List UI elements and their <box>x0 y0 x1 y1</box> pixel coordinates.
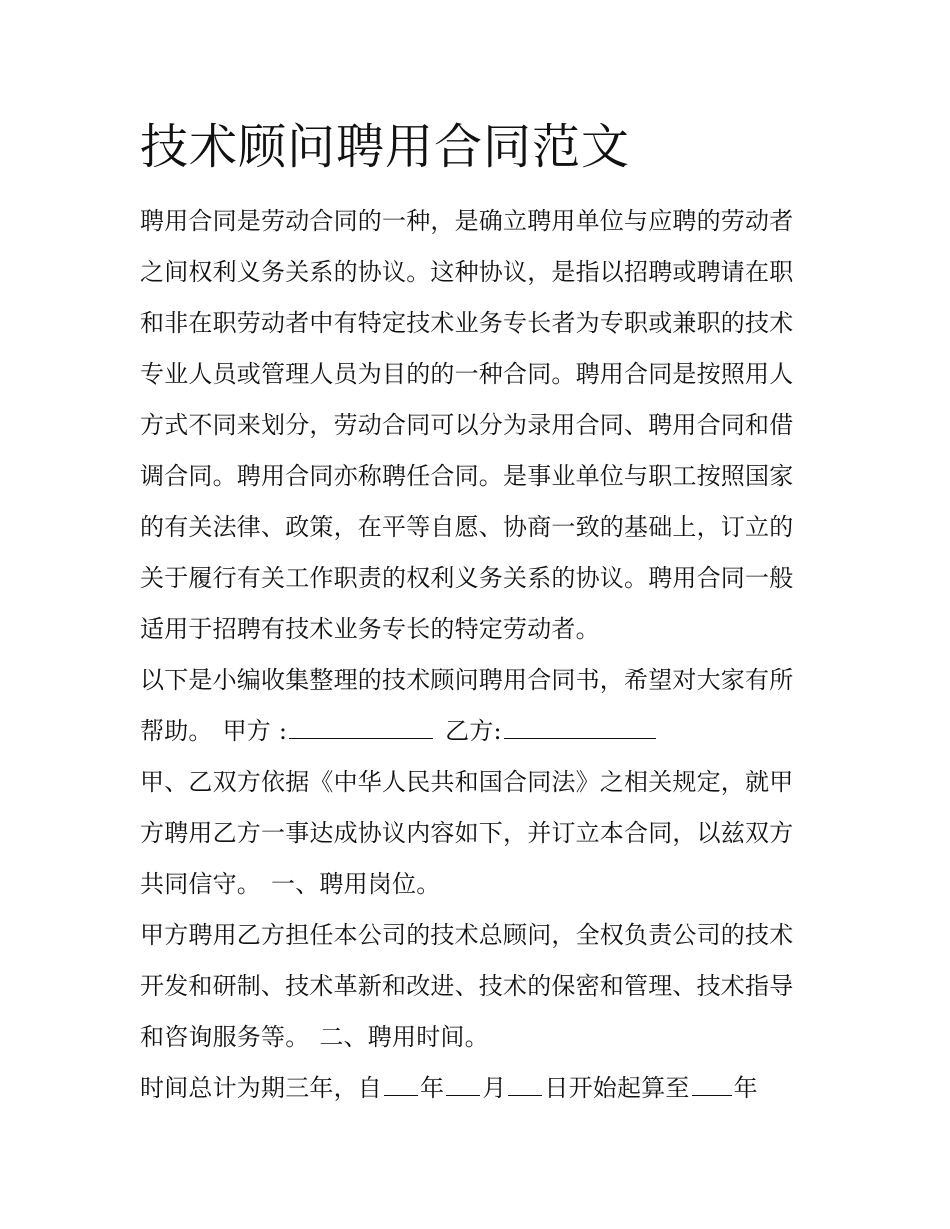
paragraph-line: 适用于招聘有技术业务专长的特定劳动者。 <box>140 615 600 643</box>
paragraph-line <box>140 859 820 910</box>
time-prefix: 时间总计为期三年，自 <box>140 1074 382 1102</box>
paragraph-text: 帮助。 <box>140 717 213 745</box>
day-label: 日开始起算至 <box>544 1074 690 1102</box>
section-heading: 二、聘用时间。 <box>319 1023 489 1051</box>
paragraph-line: 方式不同来划分，劳动合同可以分为录用合同、聘用合同和借 <box>140 411 794 439</box>
document-body <box>140 196 820 1114</box>
end-year-blank <box>692 1094 732 1096</box>
month-label: 月 <box>482 1074 507 1102</box>
start-day-blank <box>508 1094 542 1096</box>
paragraph-line: 的有关法律、政策，在平等自愿、协商一致的基础上，订立的 <box>140 513 794 541</box>
paragraph-line: 聘用合同是劳动合同的一种，是确立聘用单位与应聘的劳动者 <box>140 207 794 235</box>
year-label: 年 <box>420 1074 445 1102</box>
party-a-blank <box>289 737 433 739</box>
paragraph-line: 之间权利义务关系的协议。这种协议，是指以招聘或聘请在职 <box>140 258 794 286</box>
page-title: 技术顾问聘用合同范文 <box>140 119 631 175</box>
end-year-label: 年 <box>733 1074 758 1102</box>
paragraph-line: 和非在职劳动者中有特定技术业务专长者为专职或兼职的技术 <box>140 309 794 337</box>
party-line <box>140 706 820 757</box>
paragraph-line: 调合同。聘用合同亦称聘任合同。是事业单位与职工按照国家 <box>140 462 794 490</box>
paragraph-text: 和咨询服务等。 <box>140 1023 310 1051</box>
start-month-blank <box>446 1094 480 1096</box>
paragraph-line: 开发和研制、技术革新和改进、技术的保密和管理、技术指导 <box>140 972 794 1000</box>
paragraph-line: 甲方聘用乙方担任本公司的技术总顾问，全权负责公司的技术 <box>140 921 794 949</box>
paragraph-line: 甲、乙双方依据《中华人民共和国合同法》之相关规定，就甲 <box>140 768 794 796</box>
party-a-label: 甲方 : <box>222 717 288 745</box>
paragraph-line: 关于履行有关工作职责的权利义务关系的协议。聘用合同一般 <box>140 564 794 592</box>
time-line <box>140 1063 820 1114</box>
party-b-blank <box>504 737 656 739</box>
paragraph-line: 专业人员或管理人员为目的的一种合同。聘用合同是按照用人 <box>140 360 794 388</box>
paragraph-line: 方聘用乙方一事达成协议内容如下，并订立本合同，以兹双方 <box>140 819 794 847</box>
paragraph-text: 共同信守。 <box>140 870 261 898</box>
section-heading: 一、聘用岗位。 <box>271 870 441 898</box>
start-year-blank <box>384 1094 418 1096</box>
paragraph-line <box>140 1012 820 1063</box>
paragraph-line: 以下是小编收集整理的技术顾问聘用合同书，希望对大家有所 <box>140 666 794 694</box>
party-b-label: 乙方: <box>445 717 502 745</box>
